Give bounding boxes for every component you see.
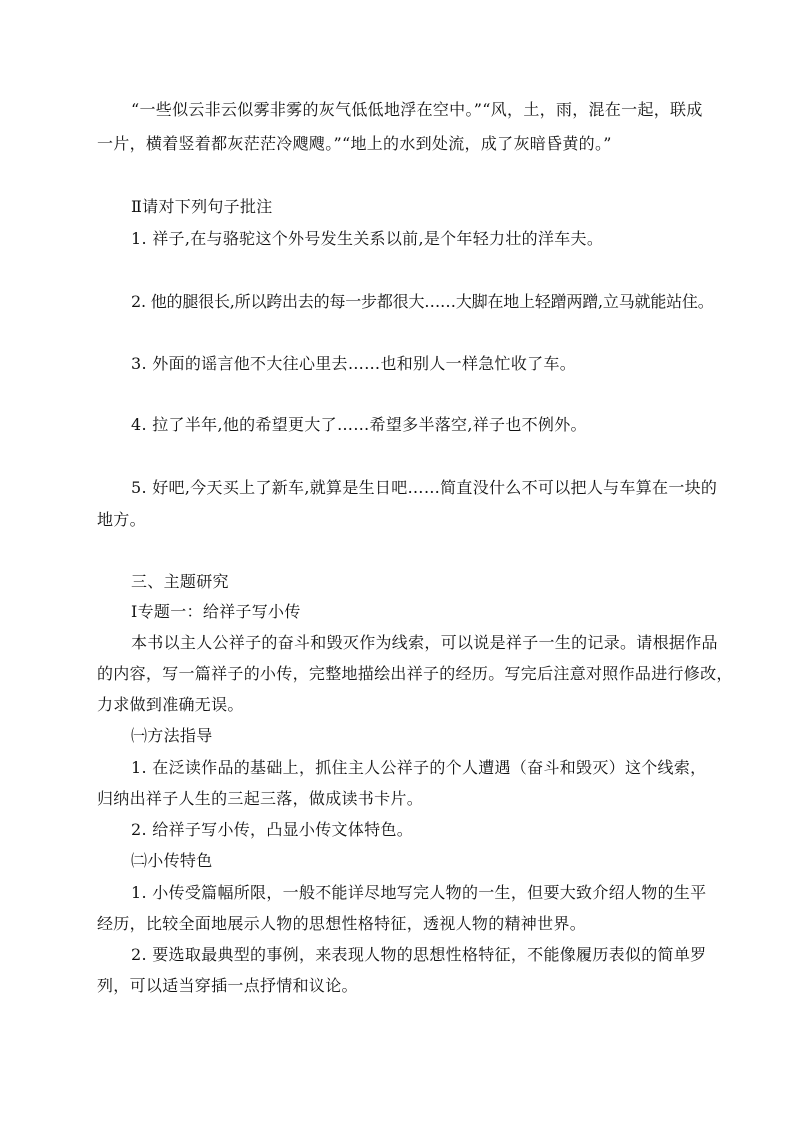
theme-heading: 三、主题研究 (131, 572, 229, 591)
annotation-item-5-line-2: 地方。 (97, 510, 146, 529)
annotation-item-2: 2. 他的腿很长,所以跨出去的每一步都很大……大脚在地上轻蹭两蹭,立马就能站住。 (131, 292, 714, 311)
quote-line-1: “一些似云非云似雾非雾的灰气低低地浮在空中。”“风，土，雨，混在一起，联成 (131, 100, 703, 119)
features-heading: ㈡小传特色 (131, 851, 213, 870)
method-heading: ㈠方法指导 (131, 726, 213, 745)
topic1-heading: Ⅰ专题一：给祥子写小传 (131, 602, 301, 621)
intro-line-2: 的内容，写一篇祥子的小传，完整地描绘出祥子的经历。写完后注意对照作品进行修改， (97, 664, 733, 683)
features-item-1-line-2: 经历，比较全面地展示人物的思想性格特征，透视人物的精神世界。 (97, 914, 587, 933)
features-item-2-line-2: 列，可以适当穿插一点抒情和议论。 (97, 976, 358, 995)
method-item-1-line-1: 1. 在泛读作品的基础上，抓住主人公祥子的个人遭遇（奋斗和毁灭）这个线索， (131, 758, 707, 777)
annotation-heading: Ⅱ请对下列句子批注 (131, 197, 273, 216)
quote-line-2: 一片，横着竖着都灰茫茫冷飕飕。”“地上的水到处流，成了灰暗昏黄的。” (97, 134, 612, 153)
features-item-1-line-1: 1. 小传受篇幅所限，一般不能详尽地写完人物的一生，但要大致介绍人物的生平 (131, 883, 707, 902)
annotation-item-4: 4. 拉了半年,他的希望更大了……希望多半落空,祥子也不例外。 (131, 415, 587, 434)
annotation-item-3: 3. 外面的谣言他不大往心里去……也和别人一样急忙收了车。 (131, 354, 577, 373)
features-item-2-line-1: 2. 要选取最典型的事例，来表现人物的思想性格特征，不能像履历表似的简单罗 (131, 945, 707, 964)
annotation-item-5-line-1: 5. 好吧,今天买上了新车,就算是生日吧……简直没什么不可以把人与车算在一块的 (131, 478, 718, 497)
method-item-1-line-2: 归纳出祥子人生的三起三落，做成读书卡片。 (97, 789, 424, 808)
intro-line-1: 本书以主人公祥子的奋斗和毁灭作为线索，可以说是祥子一生的记录。请根据作品 (131, 633, 718, 652)
method-item-2: 2. 给祥子写小传，凸显小传文体特色。 (131, 820, 414, 839)
intro-line-3: 力求做到准确无误。 (97, 695, 244, 714)
annotation-item-1: 1. 祥子,在与骆驼这个外号发生关系以前,是个年轻力壮的洋车夫。 (131, 229, 604, 248)
